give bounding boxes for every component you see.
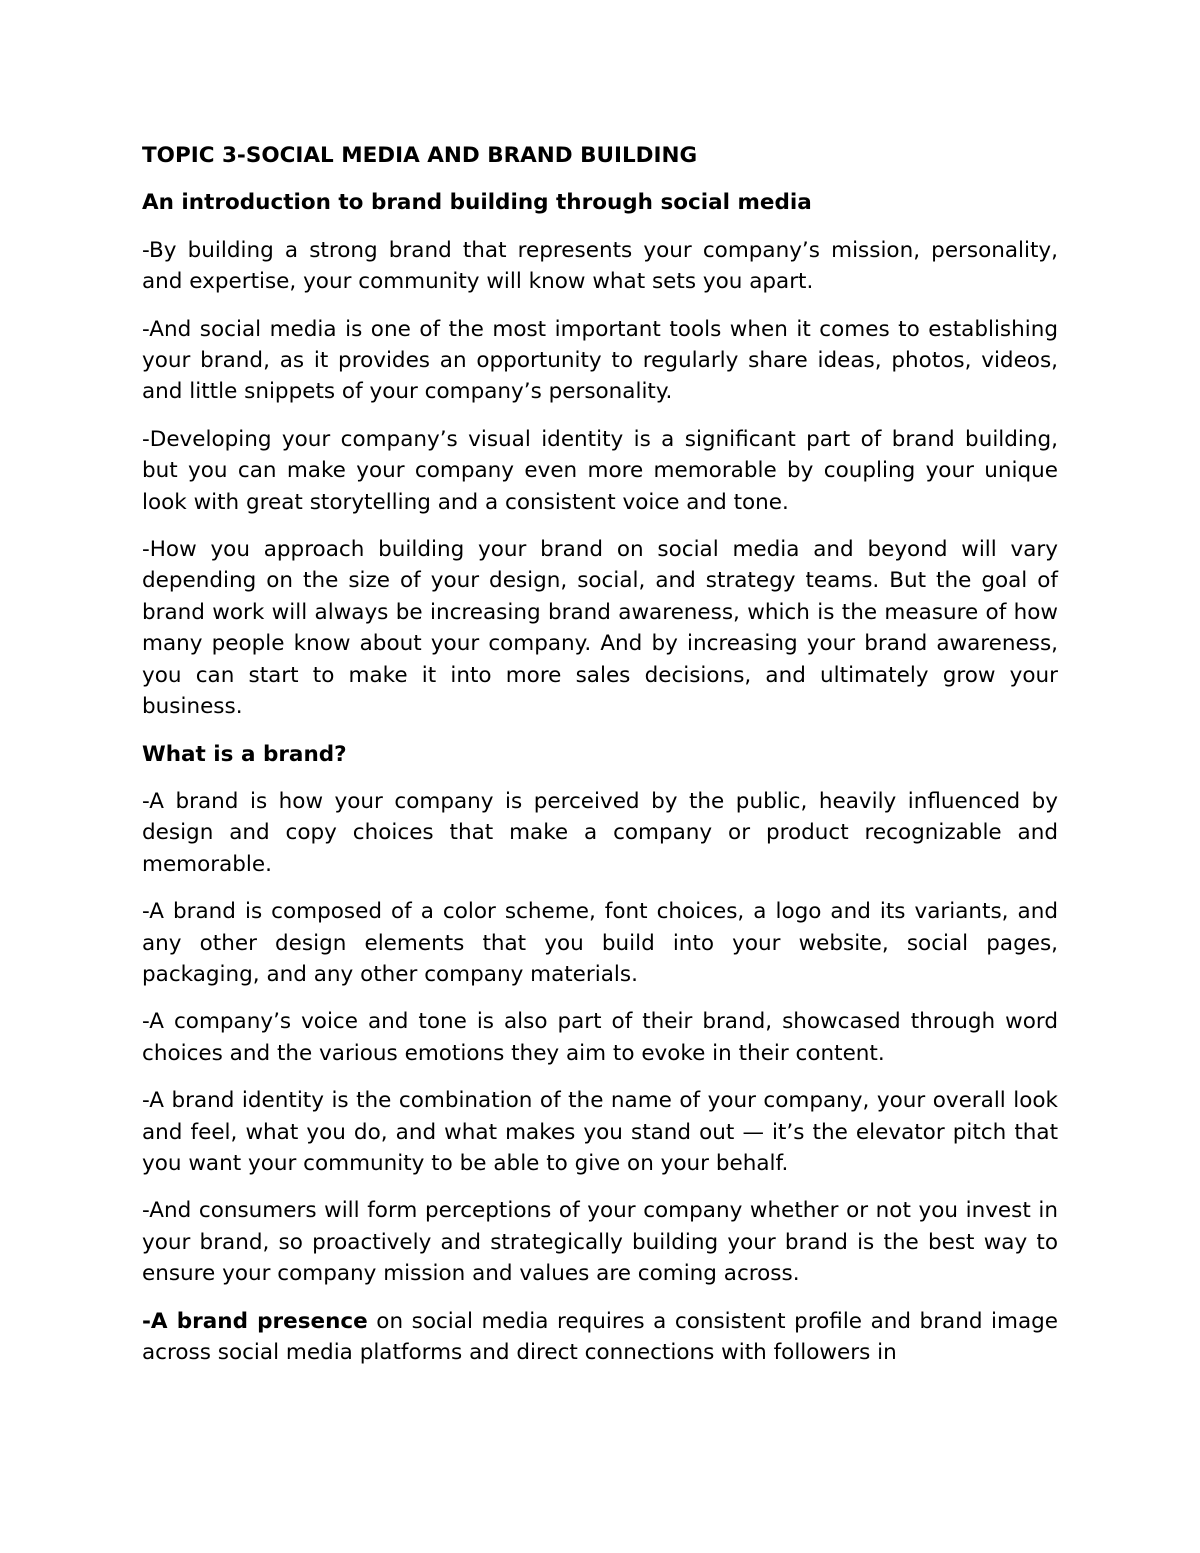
section-heading-what-is-brand: What is a brand? — [142, 741, 347, 767]
paragraph: -How you approach building your brand on social media and beyond will vary depending on the size of your design, social, and strategy teams. But the goal of brand work will always be increasing brand awareness, which is the measure of how many people know about your company. And by increasing your brand awareness, you can start to make it into more sales decisions, and ultimately grow your business. — [142, 537, 1058, 720]
paragraph: -And consumers will form perceptions of your company whether or not you invest in your brand, so proactively and strategically building your brand is the best way to ensure your company mission and values are coming across. — [142, 1198, 1058, 1287]
paragraph: -By building a strong brand that represents your company’s mission, personality, and expertise, your community will know what sets you apart. — [142, 237, 1058, 295]
paragraph: -And social media is one of the most important tools when it comes to establishing your brand, as it provides an opportunity to regularly share ideas, photos, videos, and little snippets of your company’s personality. — [142, 316, 1058, 405]
paragraph: -A brand identity is the combination of the name of your company, your overall look and feel, what you do, and what makes you stand out — it’s the elevator pitch that you want your community to be able to give on your behalf. — [142, 1088, 1058, 1176]
bold-lead-text: -A brand presence — [142, 1308, 368, 1334]
paragraph: -Developing your company’s visual identity is a significant part of brand building, but you can make your company even more memorable by coupling your unique look with great storytelling and a consistent voice and tone. — [142, 426, 1058, 515]
document-title: TOPIC 3-SOCIAL MEDIA AND BRAND BUILDING — [142, 143, 698, 168]
paragraph-text: on social media requires a consistent profile and brand image across social media platforms and direct connections with followers in — [142, 1308, 1059, 1365]
paragraph-brand-presence — [142, 1306, 1058, 1369]
document-page — [142, 140, 1058, 1384]
section-heading-intro: An introduction to brand building through social media — [142, 190, 812, 216]
paragraph: -A brand is how your company is perceived by the public, heavily influenced by design and copy choices that make a company or product recognizable and memorable. — [142, 788, 1058, 877]
paragraph: -A brand is composed of a color scheme, font choices, a logo and its variants, and any other design elements that you build into your website, social pages, packaging, and any other company materials. — [142, 899, 1058, 987]
paragraph: -A company’s voice and tone is also part of their brand, showcased through word choices and the various emotions they aim to evoke in their content. — [142, 1009, 1058, 1066]
